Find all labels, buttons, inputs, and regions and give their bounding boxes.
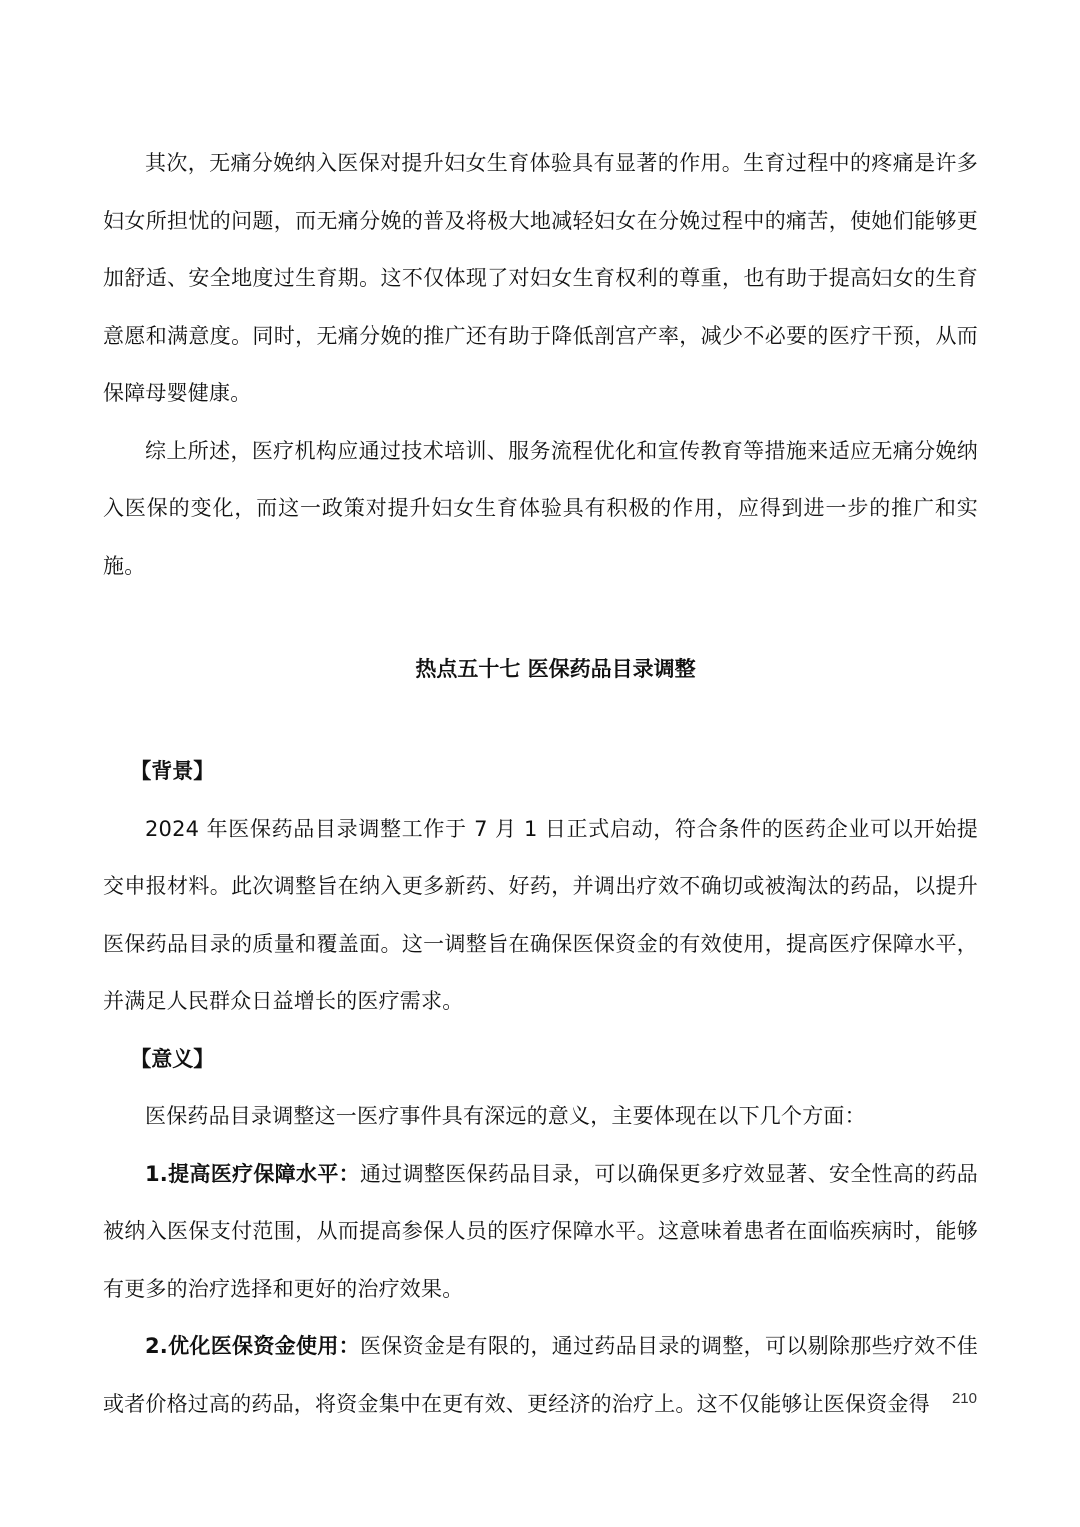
section-heading: 热点五十七 医保药品目录调整 [415,657,696,681]
page-content [103,135,978,1433]
background-label: 【背景】 [130,759,215,783]
list-item-title: 1.提高医疗保障水平： [145,1161,360,1186]
list-item [103,1318,978,1433]
page-number: 210 [951,1390,977,1407]
background-paragraph: 2024 年医保药品目录调整工作于 7 月 1 日正式启动，符合条件的医药企业可以开始提交申报材料。此次调整旨在纳入更多新药、好药，并调出疗效不确切或被淘汰的药品，以提升医保药品目录的质量和覆盖面。这一调整旨在确保医保资金的有效使用，提高医疗保障水平，并满足人民群众日益增长的医疗需求。 [103,816,978,1013]
list-item-text: 医保资金是有限的，通过药品目录的调整，可以剔除那些疗效不佳或者价格过高的药品，将资金集中在更有效、更经济的治疗上。这不仅能够让医保资金得 [103,1334,978,1416]
paragraph-painless-delivery-experience: 其次，无痛分娩纳入医保对提升妇女生育体验具有显著的作用。生育过程中的疼痛是许多妇女所担忧的问题，而无痛分娩的普及将极大地减轻妇女在分娩过程中的痛苦，使她们能够更加舒适、安全地度过生育期。这不仅体现了对妇女生育权利的尊重，也有助于提高妇女的生育意愿和满意度。同时，无痛分娩的推广还有助于降低剖宫产率，减少不必要的医疗干预，从而保障母婴健康。 [103,151,978,405]
list-item [103,1146,978,1319]
list-item-title: 2.优化医保资金使用： [145,1334,360,1358]
paragraph-summary: 综上所述，医疗机构应通过技术培训、服务流程优化和宣传教育等措施来适应无痛分娩纳入医保的变化，而这一政策对提升妇女生育体验具有积极的作用，应得到进一步的推广和实施。 [103,438,978,578]
significance-intro: 医保药品目录调整这一医疗事件具有深远的意义，主要体现在以下几个方面： [145,1104,866,1128]
significance-label: 【意义】 [130,1046,215,1071]
list-item-text: 通过调整医保药品目录，可以确保更多疗效显著、安全性高的药品被纳入医保支付范围，从而提高参保人员的医疗保障水平。这意味着患者在面临疾病时，能够有更多的治疗选择和更好的治疗效果。 [103,1161,978,1301]
